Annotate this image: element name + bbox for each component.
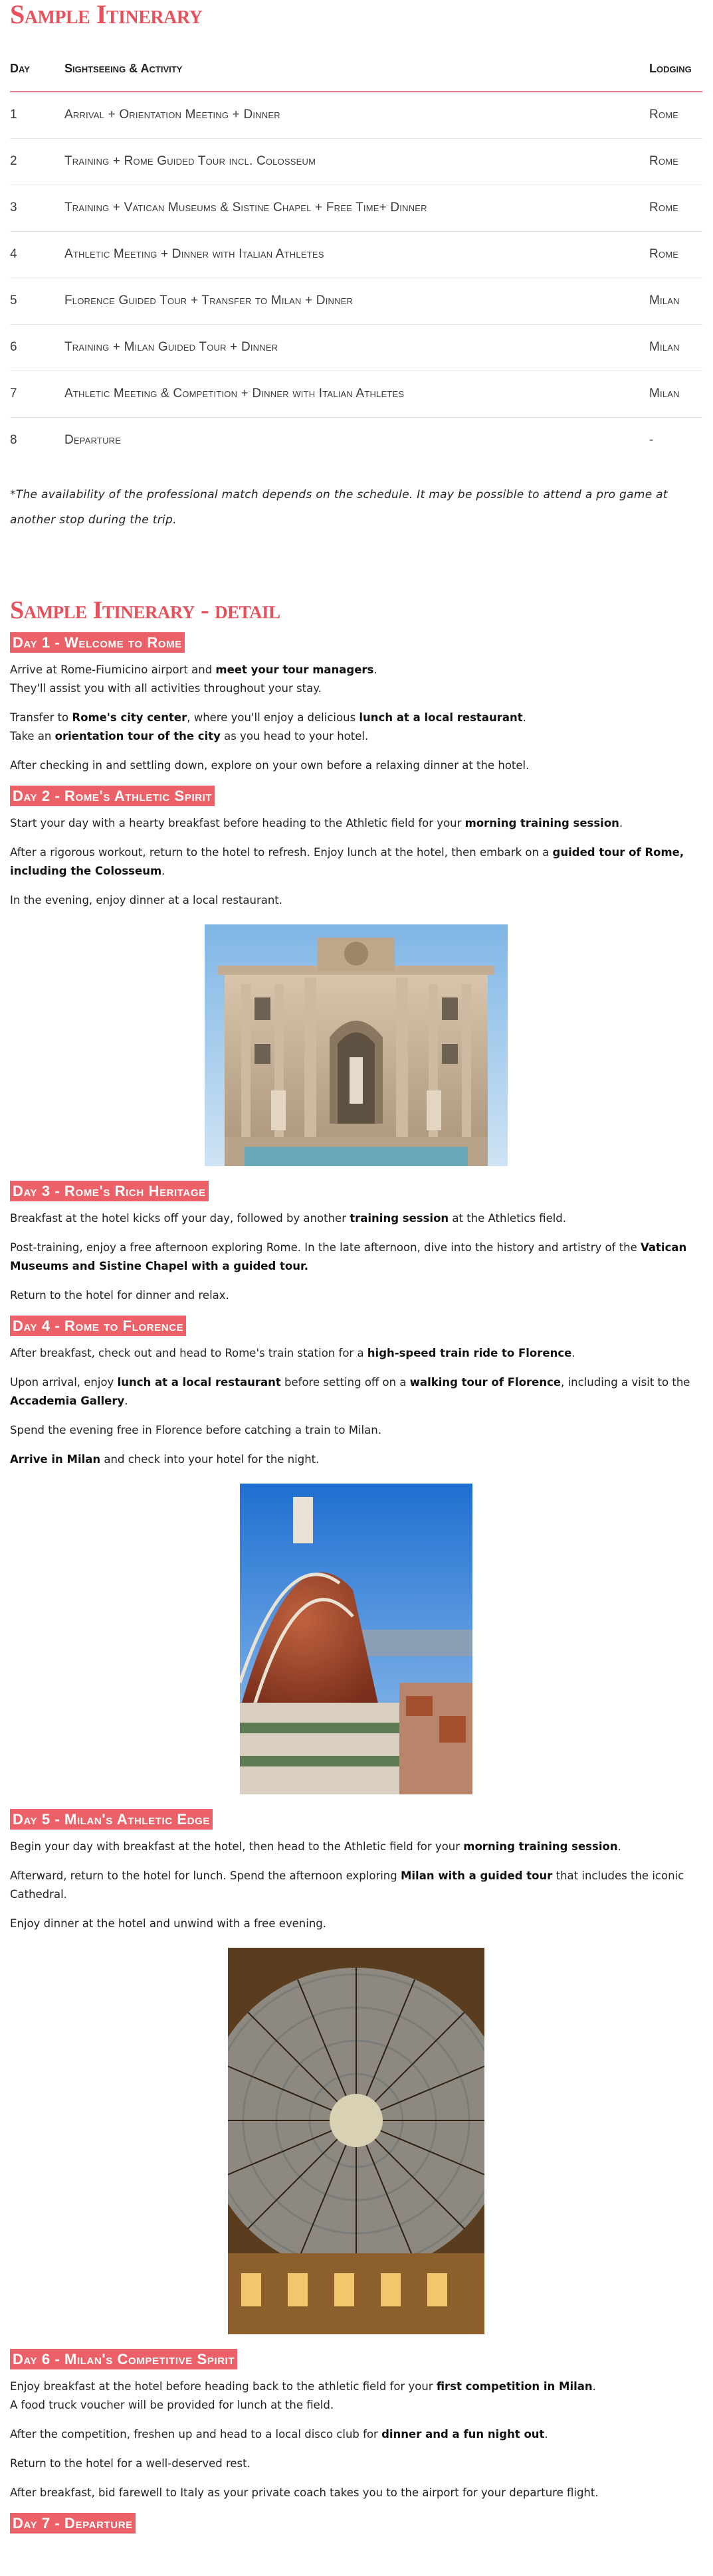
day-paragraph [10, 1838, 702, 1856]
text-span: After checking in and settling down, explore on your own before a relaxing dinner at the hotel. [10, 759, 530, 772]
bold-text: Vatican Museums and Sistine Chapel with a guided tour. [10, 1241, 687, 1272]
table-body [10, 92, 702, 464]
text-span: before setting off on a [280, 1376, 410, 1389]
text-span: Upon arrival, enjoy [10, 1376, 118, 1389]
bold-text: Rome's city center [72, 711, 187, 724]
text-span: at the Athletics field. [449, 1212, 567, 1225]
detail-section [10, 632, 702, 2533]
cell-activity: Arrival + Orientation Meeting + Dinner [64, 92, 649, 138]
text-span: . [373, 663, 377, 676]
table-row [10, 417, 702, 464]
cell-activity: Departure [64, 433, 122, 448]
text-span: . [522, 711, 526, 724]
cell-lodging: Rome [649, 138, 702, 185]
cell-day: 4 [10, 231, 64, 278]
cell-day: 7 [10, 371, 64, 417]
cell-lodging: Milan [649, 371, 702, 417]
cell-activity: Athletic Meeting & Competition + Dinner with Italian Athletes [64, 371, 649, 417]
table-row [10, 324, 702, 371]
cell-activity: Training + Vatican Museums & Sistine Chapel + Free Time+ Dinner [64, 185, 649, 231]
text-span: . [544, 2428, 548, 2441]
trevi-fountain-photo [205, 924, 508, 1166]
bold-text: orientation tour of the city [54, 730, 221, 742]
day-heading: Day 1 - Welcome to Rome [10, 632, 185, 653]
day-paragraph [10, 2454, 702, 2473]
table-header-row [10, 46, 702, 92]
cell-activity: Athletic Meeting + Dinner with Italian Athletes [64, 231, 649, 278]
itinerary-table [10, 46, 702, 464]
text-span: Afterward, return to the hotel for lunch. Spend the afternoon exploring [10, 1869, 401, 1882]
text-span: They'll assist you with all activities throughout your stay. [10, 682, 322, 695]
itinerary-title: Sample Itinerary [10, 0, 203, 29]
day-paragraph [10, 2484, 702, 2502]
bold-text: lunch at a local restaurant [359, 711, 523, 724]
day-paragraph [10, 1373, 702, 1411]
cell-lodging: Rome [649, 185, 702, 231]
text-span: Begin your day with breakfast at the hotel, then head to the Athletic field for your [10, 1840, 464, 1853]
header-day: Day [10, 46, 64, 92]
text-span: Start your day with a hearty breakfast before heading to the Athletic field for your [10, 817, 465, 829]
day-paragraph [10, 814, 702, 833]
text-span: , including a visit to the [561, 1376, 690, 1389]
text-span: After breakfast, check out and head to Rome's train station for a [10, 1347, 367, 1359]
day-paragraph [10, 1344, 702, 1363]
text-span: . [617, 1840, 621, 1853]
day-paragraph [10, 1286, 702, 1305]
bold-text: Milan with a guided tour [400, 1869, 553, 1882]
text-span: A food truck voucher will be provided for lunch at the field. [10, 2399, 334, 2411]
bold-text: Arrive in Milan [10, 1453, 101, 1466]
text-span: Enjoy breakfast at the hotel before heading back to the athletic field for your [10, 2380, 437, 2393]
text-span: Enjoy dinner at the hotel and unwind with a free evening. [10, 1917, 327, 1930]
table-row [10, 278, 702, 324]
day-paragraph [10, 756, 702, 775]
table-row [10, 371, 702, 417]
text-span: Return to the hotel for a well-deserved rest. [10, 2457, 251, 2470]
day-heading: Day 6 - Milan's Competitive Spirit [10, 2349, 237, 2369]
day-paragraph [10, 1209, 702, 1228]
bold-text: morning training session [463, 1840, 618, 1853]
bold-text: meet your tour managers [215, 663, 374, 676]
bold-text: guided tour of Rome, including the Colosseum [10, 846, 684, 877]
day-heading: Day 2 - Rome's Athletic Spirit [10, 786, 215, 806]
text-span: . [124, 1395, 128, 1407]
day-paragraph [10, 891, 702, 910]
text-span: Arrive at Rome-Fiumicino airport and [10, 663, 216, 676]
day-paragraph [10, 843, 702, 881]
bold-text: Accademia Gallery [10, 1395, 125, 1407]
day-paragraph [10, 709, 702, 746]
text-span: . [592, 2380, 596, 2393]
text-span: Breakfast at the hotel kicks off your day, followed by another [10, 1212, 350, 1225]
day-paragraph [10, 1239, 702, 1276]
bold-text: morning training session [464, 817, 619, 829]
day-heading: Day 5 - Milan's Athletic Edge [10, 1809, 213, 1830]
bold-text: first competition in Milan [436, 2380, 593, 2393]
text-span: After a rigorous workout, return to the hotel to refresh. Enjoy lunch at the hotel, then embark on a [10, 846, 553, 859]
table-row [10, 138, 702, 185]
text-span: Spend the evening free in Florence before catching a train to Milan. [10, 1424, 381, 1436]
day-heading: Day 4 - Rome to Florence [10, 1316, 186, 1336]
cell-day: 5 [10, 278, 64, 324]
table-row [10, 231, 702, 278]
text-span: as you head to your hotel. [220, 730, 369, 742]
text-span: After breakfast, bid farewell to Italy as your private coach takes you to the airport for your departure flight. [10, 2486, 599, 2499]
table-row [10, 92, 702, 138]
cell-lodging: Milan [649, 278, 702, 324]
text-span: . [619, 817, 623, 829]
header-activity: Sightseeing & Activity [64, 46, 649, 92]
day-heading: Day 7 - Departure [10, 2513, 136, 2533]
text-span: , where you'll enjoy a delicious [187, 711, 359, 724]
cell-day: 3 [10, 185, 64, 231]
cell-lodging: Milan [649, 324, 702, 371]
text-span: Return to the hotel for dinner and relax. [10, 1289, 229, 1302]
text-span: Transfer to [10, 711, 72, 724]
availability-note: *The availability of the professional match depends on the schedule. It may be possible to attend a pro game at another stop during the trip. [10, 488, 668, 527]
cell-day: 6 [10, 324, 64, 371]
detail-title: Sample Itinerary - detail [10, 596, 280, 624]
text-span: In the evening, enjoy dinner at a local restaurant. [10, 894, 283, 906]
cell-day: 8 [10, 433, 17, 448]
cell-day: 1 [10, 92, 64, 138]
bold-text: training session [350, 1212, 449, 1225]
day-paragraph [10, 1450, 702, 1469]
day-paragraph [10, 1421, 702, 1440]
florence-duomo-photo [240, 1484, 472, 1794]
text-span: that includes the iconic Cathedral. [10, 1869, 684, 1901]
bold-text: high-speed train ride to Florence [367, 1347, 572, 1359]
text-span: Post-training, enjoy a free afternoon exploring Rome. In the late afternoon, dive into the history and artistry of the [10, 1241, 641, 1254]
day-paragraph [10, 2377, 702, 2415]
cell-activity: Training + Milan Guided Tour + Dinner [64, 324, 649, 371]
cell-day: 2 [10, 138, 64, 185]
table-row [10, 185, 702, 231]
bold-text: dinner and a fun night out [381, 2428, 545, 2441]
text-span: Take an [10, 730, 55, 742]
bold-text: walking tour of Florence [409, 1376, 561, 1389]
text-span: . [161, 865, 165, 877]
bold-text: lunch at a local restaurant [117, 1376, 281, 1389]
text-span: . [571, 1347, 575, 1359]
galleria-milan-photo [228, 1948, 484, 2334]
text-span: and check into your hotel for the night. [100, 1453, 320, 1466]
cell-lodging: Rome [649, 92, 702, 138]
day-heading: Day 3 - Rome's Rich Heritage [10, 1181, 209, 1201]
cell-activity: Training + Rome Guided Tour incl. Colosseum [64, 138, 649, 185]
header-lodging: Lodging [649, 46, 702, 92]
day-paragraph [10, 1915, 702, 1933]
day-paragraph [10, 1867, 702, 1904]
text-span: After the competition, freshen up and head to a local disco club for [10, 2428, 382, 2441]
day-paragraph [10, 2425, 702, 2444]
cell-lodging: - [649, 433, 654, 448]
cell-activity: Florence Guided Tour + Transfer to Milan + Dinner [64, 278, 649, 324]
day-paragraph [10, 661, 702, 698]
cell-lodging: Rome [649, 231, 702, 278]
